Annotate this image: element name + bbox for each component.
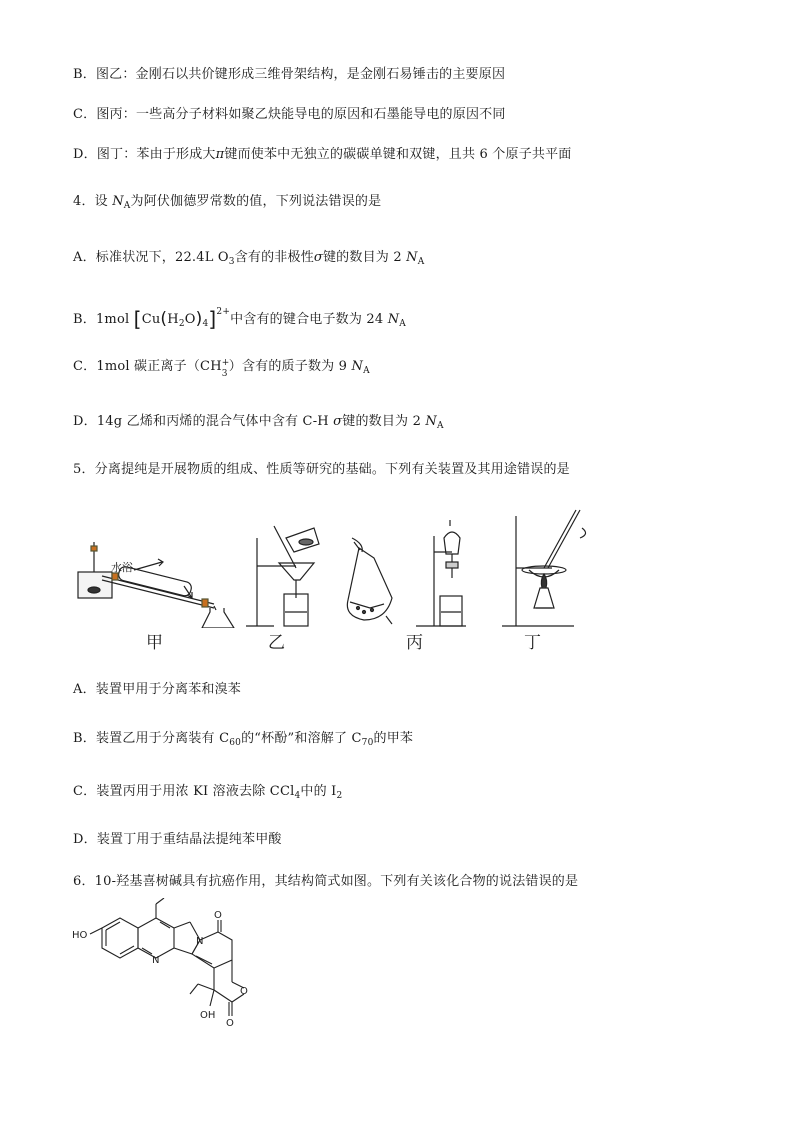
q5-c-prefix: C．装置丙用于用浓 KI 溶液去除 CCl xyxy=(73,784,295,799)
q4-option-d xyxy=(73,413,444,435)
na-subscript: A xyxy=(417,257,425,267)
q4-option-a xyxy=(73,249,424,271)
c70-sub: 70 xyxy=(361,738,374,748)
q4-option-c xyxy=(73,358,370,380)
q5-option-a: A．装置甲用于分离苯和溴苯 xyxy=(73,682,241,697)
n-label-2: N xyxy=(196,936,204,947)
q4-b-prefix: B．1mol xyxy=(73,312,134,327)
q4-a-prefix: A．标准状况下，22.4L O xyxy=(73,250,229,265)
q3-option-d-text: D．图丁：苯由于形成大 xyxy=(73,147,216,162)
plus-charge: + xyxy=(221,358,230,368)
na-symbol: N xyxy=(425,414,437,429)
q4-a-mid: 含有的非极性 xyxy=(234,250,314,265)
q4-d-post: 键的数目为 2 xyxy=(342,414,426,429)
sigma-symbol: σ xyxy=(313,250,323,265)
na-symbol: N xyxy=(112,194,124,209)
distillation-apparatus xyxy=(78,542,234,628)
o-keto-label: O xyxy=(214,910,222,921)
copper-symbol: Cu xyxy=(141,312,161,327)
right-paren: ) xyxy=(195,309,203,329)
q4-option-b xyxy=(73,303,406,333)
na-symbol: N xyxy=(406,250,418,265)
n-label-1: N xyxy=(152,955,160,966)
q4-a-sub: 3 xyxy=(228,257,235,267)
q4-b-post: 中含有的键合电子数为 24 xyxy=(230,312,388,327)
q5-b-mid: 的“杯酚”和溶解了 C xyxy=(241,731,362,746)
i2-sub: 2 xyxy=(336,791,343,801)
na-subscript: A xyxy=(399,319,406,329)
q4-c-post: ）含有的质子数为 9 xyxy=(228,359,352,374)
right-bracket: ] xyxy=(208,307,217,331)
q5-b-post: 的甲苯 xyxy=(373,731,414,746)
q6-stem: 6．10-羟基喜树碱具有抗癌作用，其结构简式如图。下列有关该化合物的说法错误的是 xyxy=(73,874,579,889)
q3-option-d xyxy=(73,146,572,164)
q5-option-b xyxy=(73,730,413,752)
na-subscript: A xyxy=(123,201,131,211)
q4-stem-prefix: 4．设 xyxy=(73,194,113,209)
ch-sub: 3 xyxy=(221,369,228,379)
label-bing: 丙 xyxy=(406,633,423,653)
q4-a-post: 键的数目为 2 xyxy=(322,250,407,265)
na-symbol: N xyxy=(387,312,400,327)
q4-d-prefix: D．14g 乙烯和丙烯的混合气体中含有 C-H xyxy=(73,414,334,429)
separation-apparatus-figure xyxy=(74,508,594,628)
hydrogen-symbol: H xyxy=(167,312,179,327)
separatory-funnel-apparatus xyxy=(347,520,466,626)
q4-stem xyxy=(73,193,381,215)
ligand-count: 4 xyxy=(202,319,209,329)
h-sub: 2 xyxy=(178,319,185,329)
q5-option-d: D．装置丁用于重结晶法提纯苯甲酸 xyxy=(73,832,282,847)
left-bracket: [ xyxy=(133,307,142,331)
o-ring-label: O xyxy=(240,986,248,997)
ccl4-sub: 4 xyxy=(294,791,301,801)
filtration-apparatus xyxy=(246,526,319,626)
na-symbol: N xyxy=(351,359,364,374)
q3-option-b: B．图乙：金刚石以共价键形成三维骨架结构，是金刚石易锤击的主要原因 xyxy=(73,67,506,82)
q3-option-c: C．图丙：一些高分子材料如聚乙炔能导电的原因和石墨能导电的原因不同 xyxy=(73,107,506,122)
water-bath-label: 水浴 xyxy=(111,561,133,574)
o-lactone-label: O xyxy=(226,1018,234,1028)
charge: 2+ xyxy=(216,307,231,317)
q5-c-mid: 中的 I xyxy=(300,784,337,799)
sigma-symbol: σ xyxy=(333,414,343,429)
left-paren: ( xyxy=(160,309,168,329)
label-ding: 丁 xyxy=(524,633,541,653)
ho-label: HO xyxy=(72,930,88,941)
na-subscript: A xyxy=(436,421,444,431)
q5-b-prefix: B．装置乙用于分离装有 C xyxy=(73,731,230,746)
q4-stem-text: 为阿伏伽德罗常数的值，下列说法错误的是 xyxy=(130,194,382,209)
label-yi: 乙 xyxy=(268,633,285,653)
evaporation-apparatus xyxy=(502,510,586,626)
q5-option-c xyxy=(73,783,342,805)
label-jia: 甲 xyxy=(146,633,163,653)
q3-option-d-text-end: 键而使苯中无独立的碳碳单键和双键，且共 6 个原子共平面 xyxy=(224,147,572,162)
oxygen-symbol: O xyxy=(184,312,196,327)
pi-symbol: π xyxy=(215,147,225,162)
oh-label: OH xyxy=(200,1010,216,1021)
q4-c-prefix: C．1mol 碳正离子（CH xyxy=(73,359,222,374)
na-subscript: A xyxy=(363,366,370,376)
hydroxycamptothecin-structure xyxy=(72,898,262,1028)
c60-sub: 60 xyxy=(229,738,242,748)
q5-stem: 5．分离提纯是开展物质的组成、性质等研究的基础。下列有关装置及其用途错误的是 xyxy=(73,462,570,477)
